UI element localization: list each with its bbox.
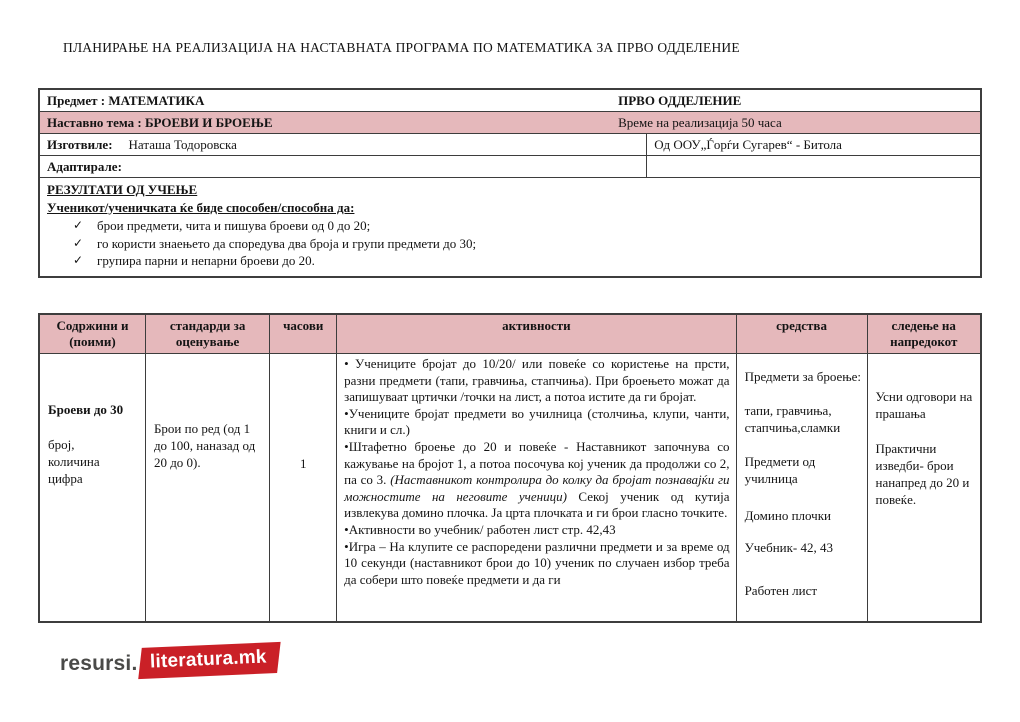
info-table	[38, 88, 982, 278]
results-list	[73, 217, 972, 270]
result-item: ✓ групира парни и непарни броеви до 20.	[73, 253, 315, 268]
monitoring-item: Практични изведби- брои нанапред до 20 и повеќе.	[875, 441, 970, 507]
theme-label: Наставно тема : БРОЕВИ И БРОЕЊЕ	[47, 115, 273, 130]
results-section	[40, 178, 980, 276]
info-row-adapted	[40, 156, 980, 178]
standards-cell: Брои по ред (од 1 до 100, наназад од 20 до 0).	[145, 354, 269, 622]
result-item: ✓ го користи знаењето да споредува два броја и групи предмети до 30;	[73, 235, 477, 251]
results-subheading: Ученикот/ученичката ќе биде способен/способна да:	[47, 199, 355, 215]
subject-label: Предмет : МАТЕМАТИКА	[47, 93, 205, 108]
plan-header-row	[39, 314, 981, 354]
plan-table	[38, 313, 982, 623]
activity-paragraph: • Учениците бројат до 10/20/ или повеќе со користење на прсти, разни предмети (тапи, гравчиња, стапчиња). При броењето можат да запишуваат цртички /точки на лист, а потоа истите да ги бројат.	[344, 356, 730, 405]
contents-cell	[39, 354, 145, 622]
header-standards: стандарди за оценување	[145, 314, 269, 354]
resource-item: тапи, гравчиња, стапчиња,сламки	[744, 403, 841, 435]
prepared-cell	[40, 134, 646, 155]
header-activities: активности	[337, 314, 736, 354]
content-term: количина	[48, 454, 100, 469]
content-title: Броеви до 30	[48, 402, 124, 417]
school-cell: Од ООУ„Ѓорѓи Сугарев“ - Битола	[646, 134, 980, 155]
monitoring-item: Усни одговори на прашања	[875, 389, 973, 421]
logo-red-banner	[139, 642, 281, 679]
info-row-prepared	[40, 134, 980, 156]
adapted-label: Адаптирале:	[47, 159, 122, 174]
header-monitoring: следење на напредокот	[867, 314, 981, 354]
resources-cell	[736, 354, 867, 622]
resource-item: Предмети за броење:	[744, 369, 862, 384]
activity-paragraph: •Учениците бројат предмети во училница (столчиња, клупи, чанти, книги и сл.)	[344, 405, 730, 438]
logo-text-resursi: resursi.	[60, 651, 138, 675]
hours-cell: 1	[270, 354, 337, 622]
plan-body-row	[39, 354, 981, 622]
page-title: ПЛАНИРАЊЕ НА РЕАЛИЗАЦИЈА НА НАСТАВНАТА ПРОГРАМА ПО МАТЕМАТИКА ЗА ПРВО ОДДЕЛЕНИЕ	[63, 40, 740, 55]
resource-item: Предмети од училница	[744, 454, 816, 486]
adapted-value-cell	[646, 156, 980, 177]
activities-cell	[337, 354, 736, 622]
info-row-theme	[40, 112, 980, 134]
grade-label: ПРВО ОДДЕЛЕНИЕ	[618, 93, 742, 108]
resource-item: Домино плочки	[744, 508, 831, 523]
prepared-by: Наташа Тодоровска	[128, 137, 237, 152]
header-resources: средства	[736, 314, 867, 354]
resource-item: Работен лист	[744, 583, 818, 598]
activity-paragraph: •Активности во учебник/ работен лист стр. 42,43	[344, 521, 616, 537]
header-contents: Содржини и (поими)	[39, 314, 145, 354]
activity-paragraph: •Штафетно броење до 20 и повеќе - Наставникот започнува со кажување на бројот 1, а потоа посочува кој ученик да продолжи со 2, па со 3. (Наставникот контролира до колку да бројат познавајќи ги можностите на неговите ученици) Секој ученик од кутија извлекува домино плочка. Ја црта плочката и ги брои гласно точките.	[344, 438, 730, 521]
site-logo	[60, 648, 279, 679]
info-row-subject	[40, 90, 980, 112]
content-term: цифра	[48, 471, 83, 486]
result-item: ✓ брои предмети, чита и пишува броеви од 0 до 20;	[73, 218, 371, 233]
logo-text-literatura: literatura.mk	[150, 646, 268, 673]
activity-paragraph: •Игра – На клупите се распоредени различни предмети и за време од 10 секунди (наставникот брои до 10) ученик по случаен избор треба да собери што повеќе предмети и да ги	[344, 538, 730, 587]
prepared-label: Изготвиле:	[47, 137, 113, 152]
results-heading: РЕЗУЛТАТИ ОД УЧЕЊЕ	[47, 182, 198, 197]
duration-label: Време на реализација 50 часа	[618, 115, 782, 130]
resource-item: Учебник- 42, 43	[744, 540, 833, 555]
monitoring-cell	[867, 354, 981, 622]
content-term: број,	[48, 437, 75, 452]
content-terms	[48, 436, 139, 487]
header-hours: часови	[270, 314, 337, 354]
